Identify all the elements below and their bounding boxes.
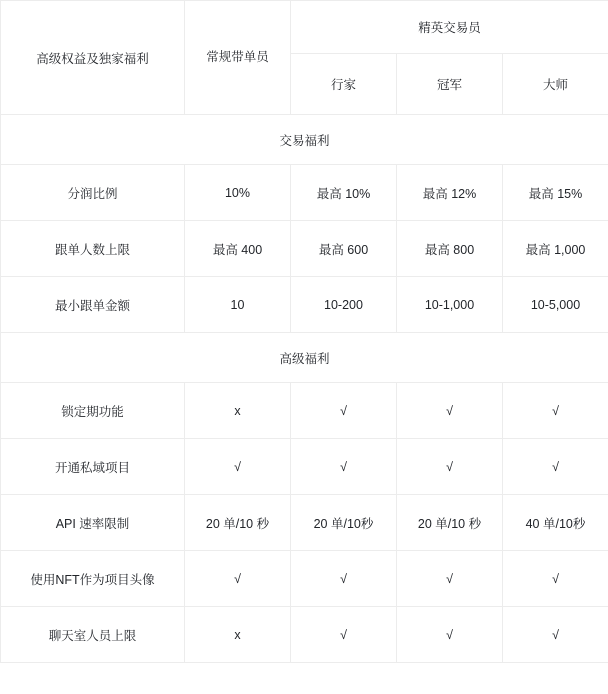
column-group-header-elite: 精英交易员 bbox=[291, 1, 608, 54]
row-value-tier-3: √ bbox=[503, 607, 608, 663]
column-header-regular: 常规带单员 bbox=[185, 1, 291, 115]
table-row bbox=[1, 221, 608, 277]
row-value-regular: √ bbox=[185, 439, 291, 495]
row-value-tier-1: 20 单/10秒 bbox=[291, 495, 397, 551]
row-value-tier-1: √ bbox=[291, 551, 397, 607]
section-title-advanced-benefits: 高级福利 bbox=[1, 333, 608, 383]
row-value-tier-2: 最高 12% bbox=[397, 165, 503, 221]
row-value-tier-2: √ bbox=[397, 439, 503, 495]
row-value-tier-2: √ bbox=[397, 607, 503, 663]
section-title-trading-benefits: 交易福利 bbox=[1, 115, 608, 165]
row-value-tier-1: 10-200 bbox=[291, 277, 397, 333]
row-value-tier-3: 40 单/10秒 bbox=[503, 495, 608, 551]
row-value-tier-1: √ bbox=[291, 607, 397, 663]
table-row bbox=[1, 495, 608, 551]
row-label: API 速率限制 bbox=[1, 495, 185, 551]
row-label: 最小跟单金额 bbox=[1, 277, 185, 333]
section-header-row bbox=[1, 115, 608, 165]
row-value-tier-2: 最高 800 bbox=[397, 221, 503, 277]
row-value-tier-3: 10-5,000 bbox=[503, 277, 608, 333]
row-value-tier-2: 20 单/10 秒 bbox=[397, 495, 503, 551]
table-row bbox=[1, 439, 608, 495]
row-value-regular: √ bbox=[185, 551, 291, 607]
row-value-tier-2: 10-1,000 bbox=[397, 277, 503, 333]
row-value-tier-2: √ bbox=[397, 383, 503, 439]
column-header-elite-tier-1: 行家 bbox=[291, 54, 397, 115]
row-value-tier-1: √ bbox=[291, 439, 397, 495]
table-row bbox=[1, 607, 608, 663]
table-row bbox=[1, 165, 608, 221]
table-row bbox=[1, 551, 608, 607]
row-value-regular: 10% bbox=[185, 165, 291, 221]
table-row bbox=[1, 383, 608, 439]
row-value-tier-2: √ bbox=[397, 551, 503, 607]
row-value-tier-3: 最高 1,000 bbox=[503, 221, 608, 277]
row-value-tier-1: 最高 10% bbox=[291, 165, 397, 221]
row-value-regular: 20 单/10 秒 bbox=[185, 495, 291, 551]
row-value-tier-3: √ bbox=[503, 551, 608, 607]
row-value-regular: 10 bbox=[185, 277, 291, 333]
table-row bbox=[1, 277, 608, 333]
table-title-cell: 高级权益及独家福利 bbox=[1, 1, 185, 115]
row-label: 锁定期功能 bbox=[1, 383, 185, 439]
section-header-row bbox=[1, 333, 608, 383]
row-value-tier-3: √ bbox=[503, 383, 608, 439]
column-header-elite-tier-3: 大师 bbox=[503, 54, 608, 115]
row-value-tier-1: 最高 600 bbox=[291, 221, 397, 277]
row-value-regular: x bbox=[185, 383, 291, 439]
row-value-tier-3: 最高 15% bbox=[503, 165, 608, 221]
table-header-group-row bbox=[1, 1, 608, 54]
row-value-tier-3: √ bbox=[503, 439, 608, 495]
column-header-elite-tier-2: 冠军 bbox=[397, 54, 503, 115]
row-value-regular: x bbox=[185, 607, 291, 663]
row-label: 跟单人数上限 bbox=[1, 221, 185, 277]
row-value-regular: 最高 400 bbox=[185, 221, 291, 277]
row-label: 分润比例 bbox=[1, 165, 185, 221]
row-label: 聊天室人员上限 bbox=[1, 607, 185, 663]
row-value-tier-1: √ bbox=[291, 383, 397, 439]
row-label: 使用NFT作为项目头像 bbox=[1, 551, 185, 607]
row-label: 开通私域项目 bbox=[1, 439, 185, 495]
